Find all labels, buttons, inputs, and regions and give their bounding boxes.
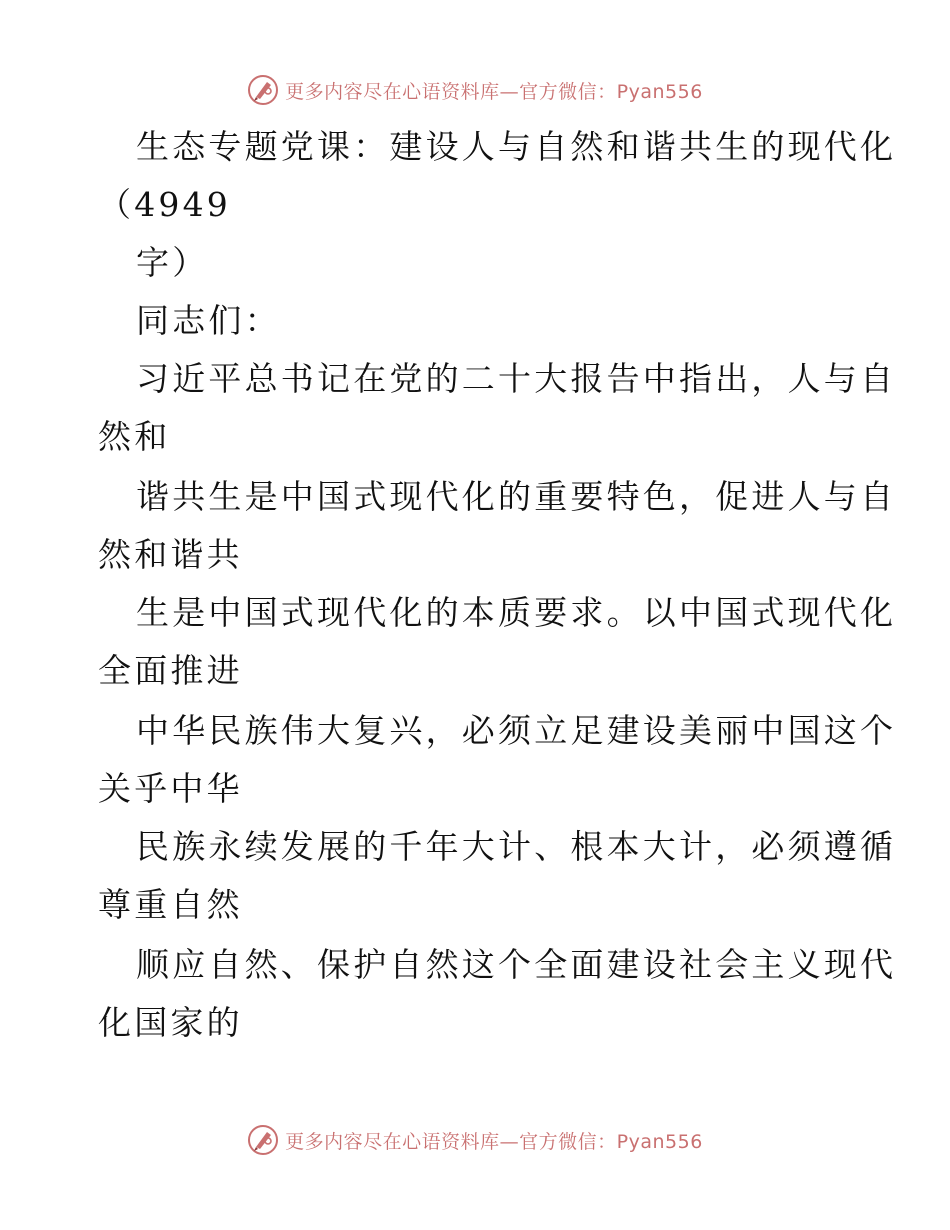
text-line: 尊重自然 xyxy=(98,885,243,924)
header-wechat-id: Pyan556 xyxy=(616,80,703,103)
text-line: 习近平总书记在党的二十大报告中指出，人与自 xyxy=(136,359,897,398)
text-line: 化国家的 xyxy=(98,1003,243,1042)
text-line: 民族永续发展的千年大计、根本大计，必须遵循 xyxy=(136,827,897,866)
header-banner-content xyxy=(247,74,703,106)
text-line: 然和 xyxy=(98,417,171,456)
text-line: 然和谐共 xyxy=(98,535,243,574)
text-line: 关乎中华 xyxy=(98,769,243,808)
text-line: 生是中国式现代化的本质要求。以中国式现代化 xyxy=(136,593,897,632)
header-banner-label: 更多内容尽在心语资料库—官方微信： xyxy=(285,80,617,103)
header-banner-text xyxy=(285,77,703,104)
footer-banner-content xyxy=(247,1124,703,1156)
header-banner xyxy=(0,70,950,110)
text-line: 谐共生是中国式现代化的重要特色，促进人与自 xyxy=(136,477,897,516)
footer-banner-text xyxy=(285,1127,703,1154)
footer-banner xyxy=(0,1120,950,1160)
text-line: 同志们： xyxy=(136,301,281,340)
footer-wechat-id: Pyan556 xyxy=(616,1130,703,1153)
quill-pen-logo-icon xyxy=(247,1124,279,1156)
text-line: 全面推进 xyxy=(98,651,243,690)
quill-pen-logo-icon xyxy=(247,74,279,106)
text-line: 中华民族伟大复兴，必须立足建设美丽中国这个 xyxy=(136,711,897,750)
text-line: （4949 xyxy=(98,185,231,224)
text-line: 字） xyxy=(136,243,209,282)
text-line: 生态专题党课：建设人与自然和谐共生的现代化 xyxy=(136,127,897,166)
text-line: 顺应自然、保护自然这个全面建设社会主义现代 xyxy=(136,945,897,984)
footer-banner-label: 更多内容尽在心语资料库—官方微信： xyxy=(285,1130,617,1153)
